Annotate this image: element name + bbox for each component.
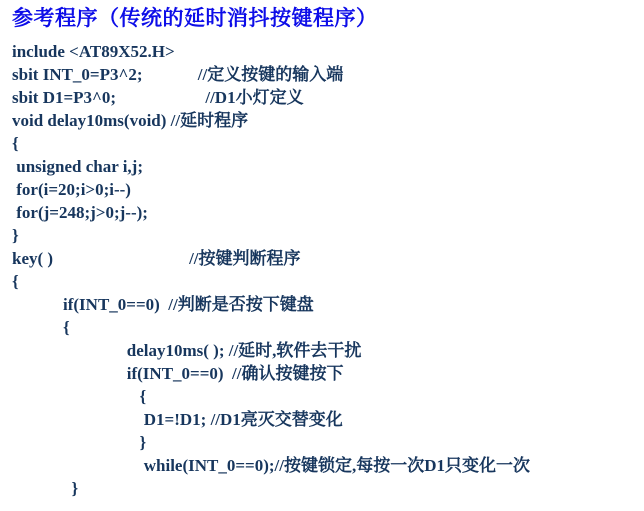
code-line: } bbox=[12, 479, 79, 498]
code-line: include <AT89X52.H> bbox=[12, 42, 175, 61]
code-line: void delay10ms(void) //延时程序 bbox=[12, 111, 249, 130]
code-line: unsigned char i,j; bbox=[12, 157, 143, 176]
code-line: { bbox=[12, 272, 19, 291]
code-block bbox=[12, 40, 644, 500]
code-line: { bbox=[12, 387, 147, 406]
code-line: D1=!D1; //D1亮灭交替变化 bbox=[12, 410, 343, 429]
code-line: { bbox=[12, 318, 70, 337]
page-title: 参考程序（传统的延时消抖按键程序） bbox=[12, 6, 378, 30]
code-line: while(INT_0==0);//按键锁定,每按一次D1只变化一次 bbox=[12, 456, 531, 475]
code-line: for(j=248;j>0;j--); bbox=[12, 203, 148, 222]
code-line: sbit D1=P3^0; //D1小灯定义 bbox=[12, 88, 304, 107]
code-line: delay10ms( ); //延时,软件去干扰 bbox=[12, 341, 362, 360]
code-line: { bbox=[12, 134, 19, 153]
code-line: key( ) //按键判断程序 bbox=[12, 249, 301, 268]
code-line: if(INT_0==0) //确认按键按下 bbox=[12, 364, 344, 383]
code-line: if(INT_0==0) //判断是否按下键盘 bbox=[12, 295, 314, 314]
code-line: sbit INT_0=P3^2; //定义按键的输入端 bbox=[12, 65, 344, 84]
code-line: } bbox=[12, 226, 19, 245]
code-line: } bbox=[12, 433, 147, 452]
code-line: for(i=20;i>0;i--) bbox=[12, 180, 131, 199]
